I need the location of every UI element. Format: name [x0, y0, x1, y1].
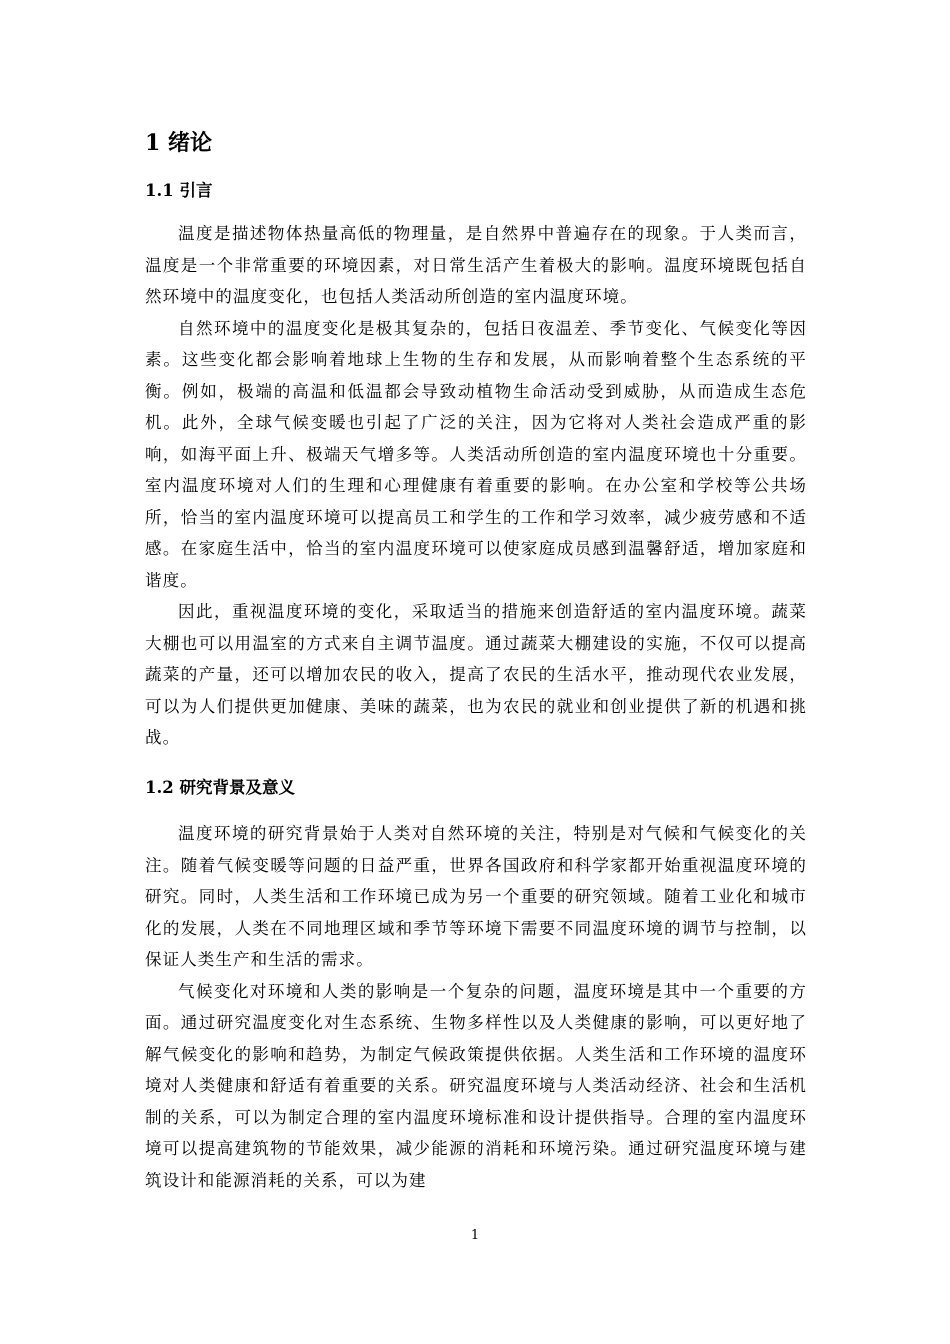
section-heading-introduction: 1.1 引言 [145, 181, 213, 200]
section-introduction-body [145, 218, 807, 754]
section-heading-background: 1.2 研究背景及意义 [145, 778, 295, 797]
chapter-heading: 1 绪论 [145, 130, 212, 156]
paragraph: 因此，重视温度环境的变化，采取适当的措施来创造舒适的室内温度环境。蔬菜大棚也可以用温室的方式来自主调节温度。通过蔬菜大棚建设的实施，不仅可以提高蔬菜的产量，还可以增加农民的收入，提高了农民的生活水平，推动现代农业发展，可以为人们提供更加健康、美味的蔬菜，也为农民的就业和创业提供了新的机遇和挑战。 [145, 602, 807, 747]
paragraph: 气候变化对环境和人类的影响是一个复杂的问题，温度环境是其中一个重要的方面。通过研究温度变化对生态系统、生物多样性以及人类健康的影响，可以更好地了解气候变化的影响和趋势，为制定气候政策提供依据。人类生活和工作环境的温度环境对人类健康和舒适有着重要的关系。研究温度环境与人类活动经济、社会和生活机制的关系，可以为制定合理的室内温度环境标准和设计提供指导。合理的室内温度环境可以提高建筑物的节能效果，减少能源的消耗和环境污染。通过研究温度环境与建筑设计和能源消耗的关系，可以为建 [145, 981, 807, 1190]
section-background-body [145, 818, 807, 1196]
paragraph: 自然环境中的温度变化是极其复杂的，包括日夜温差、季节变化、气候变化等因素。这些变化都会影响着地球上生物的生存和发展，从而影响着整个生态系统的平衡。例如，极端的高温和低温都会导致动植物生命活动受到威胁，从而造成生态危机。此外，全球气候变暖也引起了广泛的关注，因为它将对人类社会造成严重的影响，如海平面上升、极端天气增多等。人类活动所创造的室内温度环境也十分重要。室内温度环境对人们的生理和心理健康有着重要的影响。在办公室和学校等公共场所，恰当的室内温度环境可以提高员工和学生的工作和学习效率，减少疲劳感和不适感。在家庭生活中，恰当的室内温度环境可以使家庭成员感到温馨舒适，增加家庭和谐度。 [145, 318, 807, 590]
page-number: 1 [470, 1228, 480, 1243]
paragraph: 温度环境的研究背景始于人类对自然环境的关注，特别是对气候和气候变化的关注。随着气候变暖等问题的日益严重，世界各国政府和科学家都开始重视温度环境的研究。同时，人类生活和工作环境已成为另一个重要的研究领域。随着工业化和城市化的发展，人类在不同地理区域和季节等环境下需要不同温度环境的调节与控制，以保证人类生产和生活的需求。 [145, 824, 807, 969]
paragraph: 温度是描述物体热量高低的物理量，是自然界中普遍存在的现象。于人类而言，温度是一个非常重要的环境因素，对日常生活产生着极大的影响。温度环境既包括自然环境中的温度变化，也包括人类活动所创造的室内温度环境。 [145, 224, 807, 306]
